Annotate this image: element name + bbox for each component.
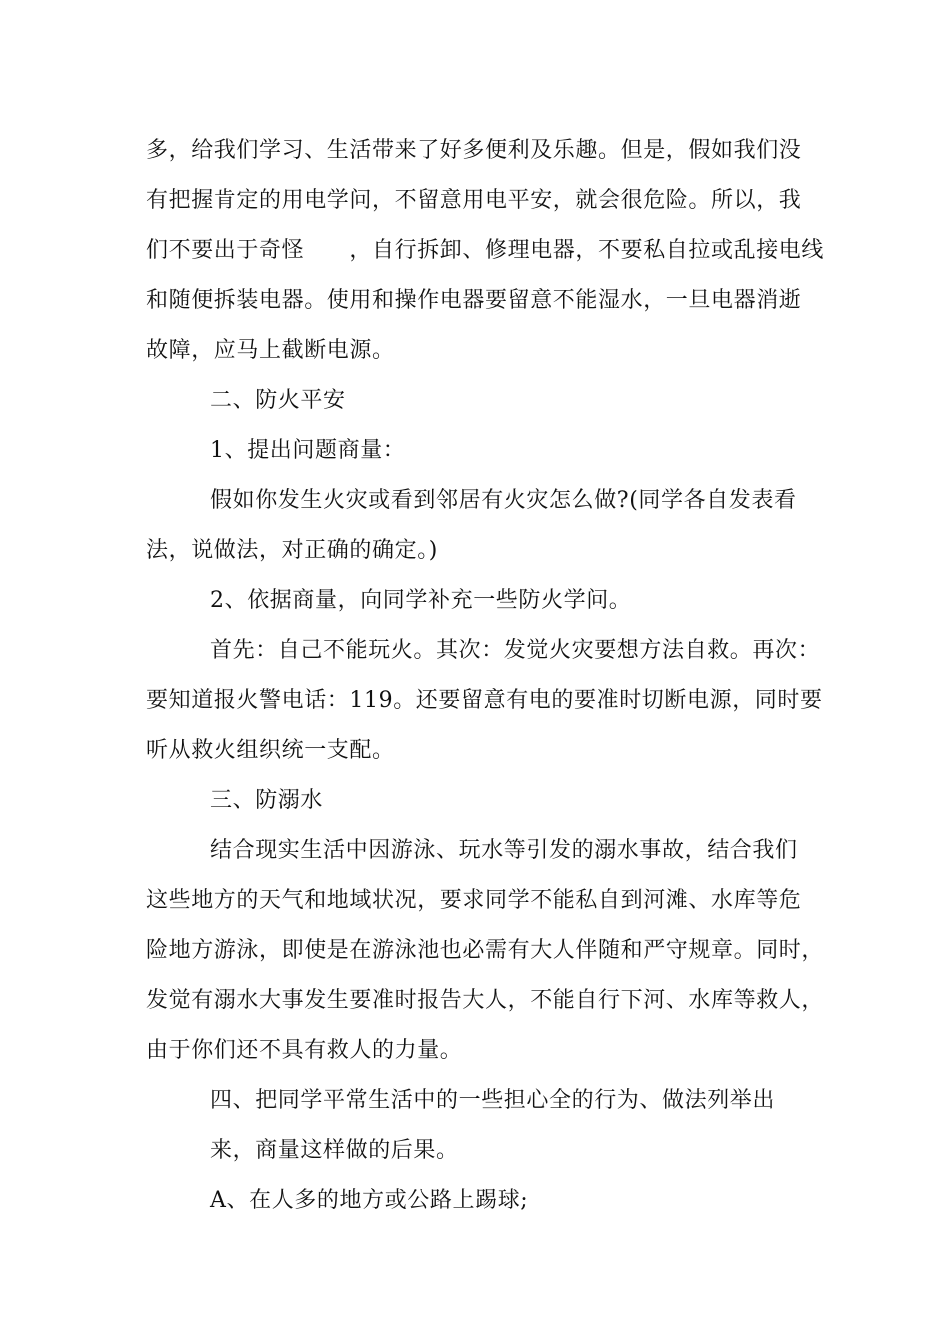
body-text-line: 要知道报火警电话：119。还要留意有电的要准时切断电源，同时要 (146, 688, 823, 713)
body-text-line: 法，说做法，对正确的确定。) (146, 538, 438, 563)
body-text-line: 来，商量这样做的后果。 (210, 1138, 459, 1163)
body-text-line: 假如你发生火灾或看到邻居有火灾怎么做?(同学各自发表看 (210, 488, 797, 513)
body-text-line: 故障，应马上截断电源。 (146, 338, 395, 363)
body-text-line: 有把握肯定的用电学问，不留意用电平安，就会很危险。所以，我 (146, 188, 802, 213)
body-text-line: 和随便拆装电器。使用和操作电器要留意不能湿水，一旦电器消逝 (146, 288, 802, 313)
section-heading: 三、防溺水 (210, 788, 324, 813)
body-text-line: 结合现实生活中因游泳、玩水等引发的溺水事故，结合我们 (210, 838, 798, 863)
body-text-line: 听从救火组织统一支配。 (146, 738, 395, 763)
body-text-line: 们不要出于奇怪 ，自行拆卸、修理电器，不要私自拉或乱接电线 (146, 238, 825, 263)
section-heading: 四、把同学平常生活中的一些担心全的行为、做法列举出 (210, 1088, 776, 1113)
body-text-line: 多，给我们学习、生活带来了好多便利及乐趣。但是，假如我们没 (146, 138, 802, 163)
body-text-line: 险地方游泳，即使是在游泳池也必需有大人伴随和严守规章。同时， (146, 938, 825, 963)
body-text-line: 这些地方的天气和地域状况，要求同学不能私自到河滩、水库等危 (146, 888, 802, 913)
body-text-line: 发觉有溺水大事发生要准时报告大人，不能自行下河、水库等救人， (146, 988, 825, 1013)
body-text-line: 由于你们还不具有救人的力量。 (146, 1038, 463, 1063)
list-item: A、在人多的地方或公路上踢球; (210, 1188, 529, 1213)
subsection-heading: 2、依据商量，向同学补充一些防火学问。 (210, 588, 632, 613)
body-text-line: 首先：自己不能玩火。其次：发觉火灾要想方法自救。再次： (210, 638, 821, 663)
section-heading: 二、防火平安 (210, 388, 346, 413)
subsection-heading: 1、提出问题商量： (210, 438, 406, 463)
